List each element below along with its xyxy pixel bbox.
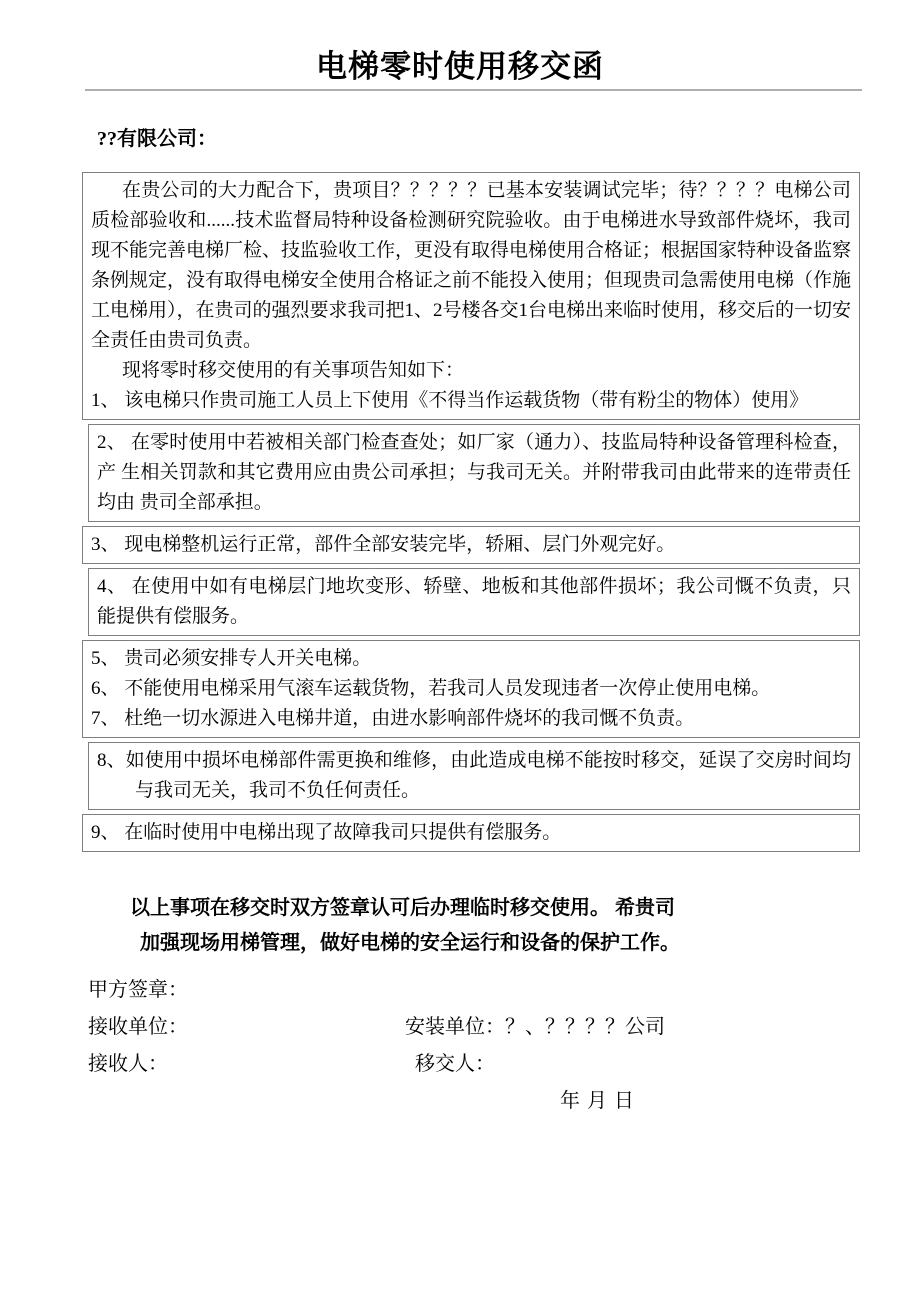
salutation: ??有限公司：	[97, 128, 217, 150]
transferor-label: 移交人：	[415, 1053, 495, 1075]
list-item-2: 2、 在零时使用中若被相关部门检查查处；如厂家（通力）、技监局特种设备管理科检查，产 生相关罚款和其它费用应由贵公司承担；与我司无关。并附带我司由此带来的连带责任均由 贵司全部承担。	[97, 432, 851, 513]
list-item-6: 6、 不能使用电梯采用气滚车运载货物，若我司人员发现违者一次停止使用电梯。	[91, 678, 771, 699]
intro-paragraph: 在贵公司的大力配合下，贵项目？？？？？已基本安装调试完毕；待？？？？电梯公司质检部验收和......技术监督局特种设备检测研究院验收。由于电梯进水导致部件烧坏，我司现不能完善电梯厂检、技监验收工作，更没有取得电梯使用合格证；根据国家特种设备监察条例规定，没有取得电梯安全使用合格证之前不能投入使用；但现贵司急需使用电梯（作施工电梯用），在贵司的强烈要求我司把1、2号楼各交1台电梯出来临时使用，移交后的一切安全责任由贵司负责。	[91, 180, 852, 351]
intro-box	[82, 172, 860, 420]
receiver-label: 接收人：	[88, 1053, 168, 1075]
receiving-unit-label: 接收单位：	[88, 1016, 188, 1038]
list-item-3: 3、 现电梯整机运行正常，部件全部安装完毕，轿厢、层门外观完好。	[91, 534, 676, 555]
list-item-1: 1、 该电梯只作贵司施工人员上下使用《不得当作运载货物（带有粉尘的物体）使用》	[91, 390, 809, 411]
installing-unit-label: 安装单位：？、？？？？公司	[405, 1016, 665, 1038]
party-a-seal-row	[88, 977, 920, 1003]
closing-statement	[0, 894, 920, 957]
list-item-9: 9、 在临时使用中电梯出现了故障我司只提供有偿服务。	[91, 822, 562, 843]
date-label: 年月日	[560, 1090, 641, 1112]
closing-line-2: 加强现场用梯管理，做好电梯的安全运行和设备的保护工作。	[140, 932, 680, 954]
party-a-seal-label: 甲方签章：	[88, 979, 188, 1001]
item-2-box	[88, 424, 860, 522]
notice-lead: 现将零时移交使用的有关事项告知如下：	[122, 360, 465, 381]
item-3-box	[82, 526, 860, 564]
item-9-box	[82, 814, 860, 852]
closing-line-1: 以上事项在移交时双方签章认可后办理临时移交使用。 希贵司	[130, 897, 675, 919]
persons-row	[88, 1051, 920, 1077]
item-4-box	[88, 568, 860, 636]
list-item-8: 8、如使用中损坏电梯部件需更换和维修，由此造成电梯不能按时移交，延误了交房时间均 与我司无关，我司不负任何责任。	[97, 750, 851, 801]
document-title: 电梯零时使用移交函	[316, 49, 604, 84]
list-item-7: 7、 杜绝一切水源进入电梯井道，由进水影响部件烧坏的我司慨不负责。	[91, 708, 695, 729]
item-8-box	[88, 742, 860, 810]
items-5-7-box	[82, 640, 860, 738]
list-item-4: 4、 在使用中如有电梯层门地坎变形、轿壁、地板和其他部件损坏；我公司慨不负责，只能提供有偿服务。	[97, 576, 851, 627]
signature-section	[88, 977, 920, 1114]
units-row	[88, 1014, 920, 1040]
list-item-5: 5、 贵司必须安排专人开关电梯。	[91, 648, 372, 669]
title-divider	[85, 89, 862, 91]
date-row	[88, 1088, 920, 1114]
